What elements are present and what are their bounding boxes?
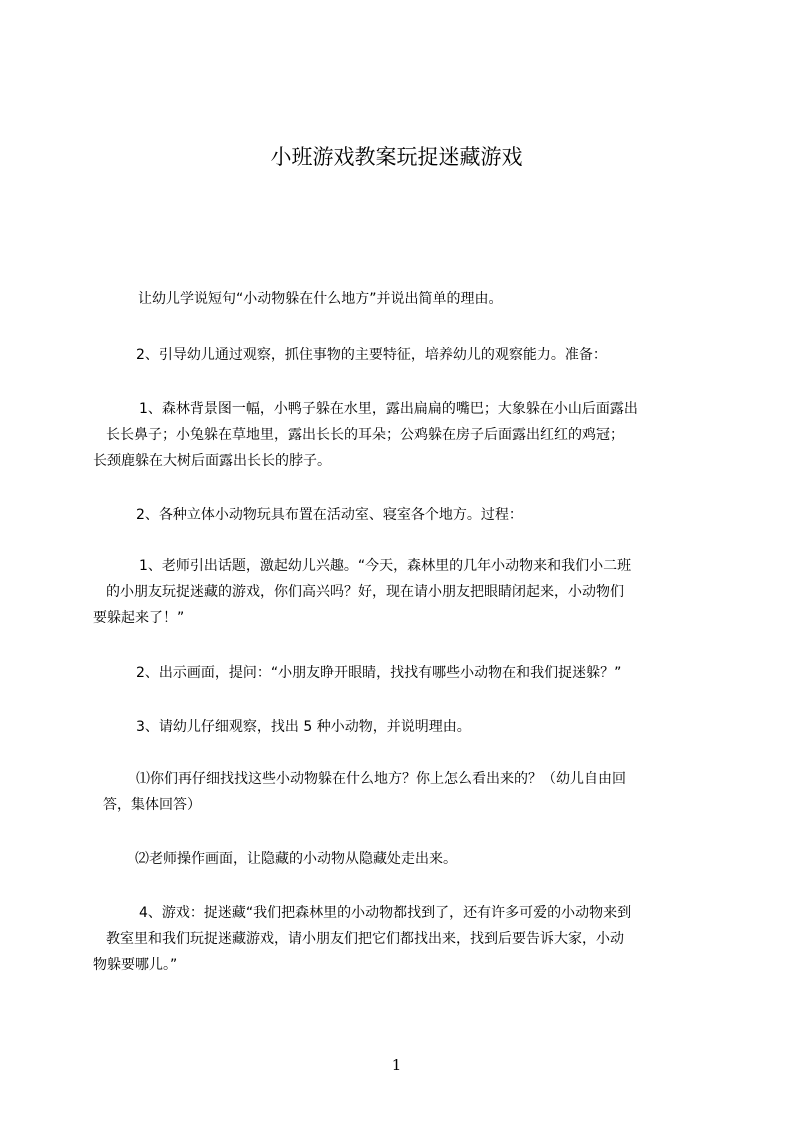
paragraph-line: 长颈鹿躲在大树后面露出长长的脖子。 <box>93 453 331 469</box>
paragraph-line: 答，集体回答） <box>103 797 201 813</box>
paragraph-line: 1、老师引出话题，激起幼儿兴趣。“今天，森林里的几年小动物来和我们小二班 <box>139 558 632 574</box>
paragraph-line: 2、引导幼儿通过观察，抓住事物的主要特征，培养幼儿的观察能力。准备： <box>136 347 607 363</box>
paragraph-step-1 <box>93 553 710 631</box>
paragraph-line: 物躲要哪儿。” <box>93 957 178 973</box>
paragraph-line: 长长鼻子；小兔躲在草地里，露出长长的耳朵；公鸡躲在房子后面露出红红的鸡冠； <box>106 427 624 443</box>
paragraph-line: 要躲起来了！” <box>93 610 185 626</box>
paragraph-line: 3、请幼儿仔细观察，找出 5 种小动物，并说明理由。 <box>136 719 471 735</box>
paragraph-line: 2、各种立体小动物玩具布置在活动室、寝室各个地方。过程： <box>136 507 523 523</box>
paragraph-step-4 <box>93 900 710 978</box>
paragraph-step-3-2 <box>106 846 710 872</box>
paragraph-prep-1 <box>93 396 710 474</box>
paragraph-step-2 <box>106 660 710 686</box>
paragraph-line: 教室里和我们玩捉迷藏游戏，请小朋友们把它们都找出来，找到后要告诉大家，小动 <box>106 931 624 947</box>
paragraph-line: 2、出示画面，提问：“小朋友睁开眼睛，找找有哪些小动物在和我们捉迷躲？” <box>136 665 622 681</box>
paragraph-goal-1 <box>106 286 710 312</box>
paragraph-step-3 <box>106 714 710 740</box>
paragraph-line: ⑴你们再仔细找找这些小动物躲在什么地方？你上怎么看出来的？（幼儿自由回 <box>136 771 626 787</box>
paragraph-line: 4、游戏：捉迷藏“我们把森林里的小动物都找到了，还有许多可爱的小动物来到 <box>139 905 632 921</box>
page-number: 1 <box>391 1056 402 1074</box>
document-title: 小班游戏教案玩捉迷藏游戏 <box>270 145 523 169</box>
paragraph-line: ⑵老师操作画面，让隐藏的小动物从隐藏处走出来。 <box>135 851 457 867</box>
paragraph-line: 让幼儿学说短句“小动物躲在什么地方”并说出简单的理由。 <box>138 291 503 307</box>
paragraph-step-3-1 <box>103 766 710 818</box>
paragraph-prep-2 <box>106 502 710 528</box>
paragraph-goal-2 <box>106 342 710 368</box>
paragraph-line: 的小朋友玩捉迷藏的游戏，你们高兴吗？好，现在请小朋友把眼睛闭起来，小动物们 <box>106 584 624 600</box>
paragraph-line: 1、森林背景图一幅，小鸭子躲在水里，露出扁扁的嘴巴；大象躲在小山后面露出 <box>139 401 638 417</box>
